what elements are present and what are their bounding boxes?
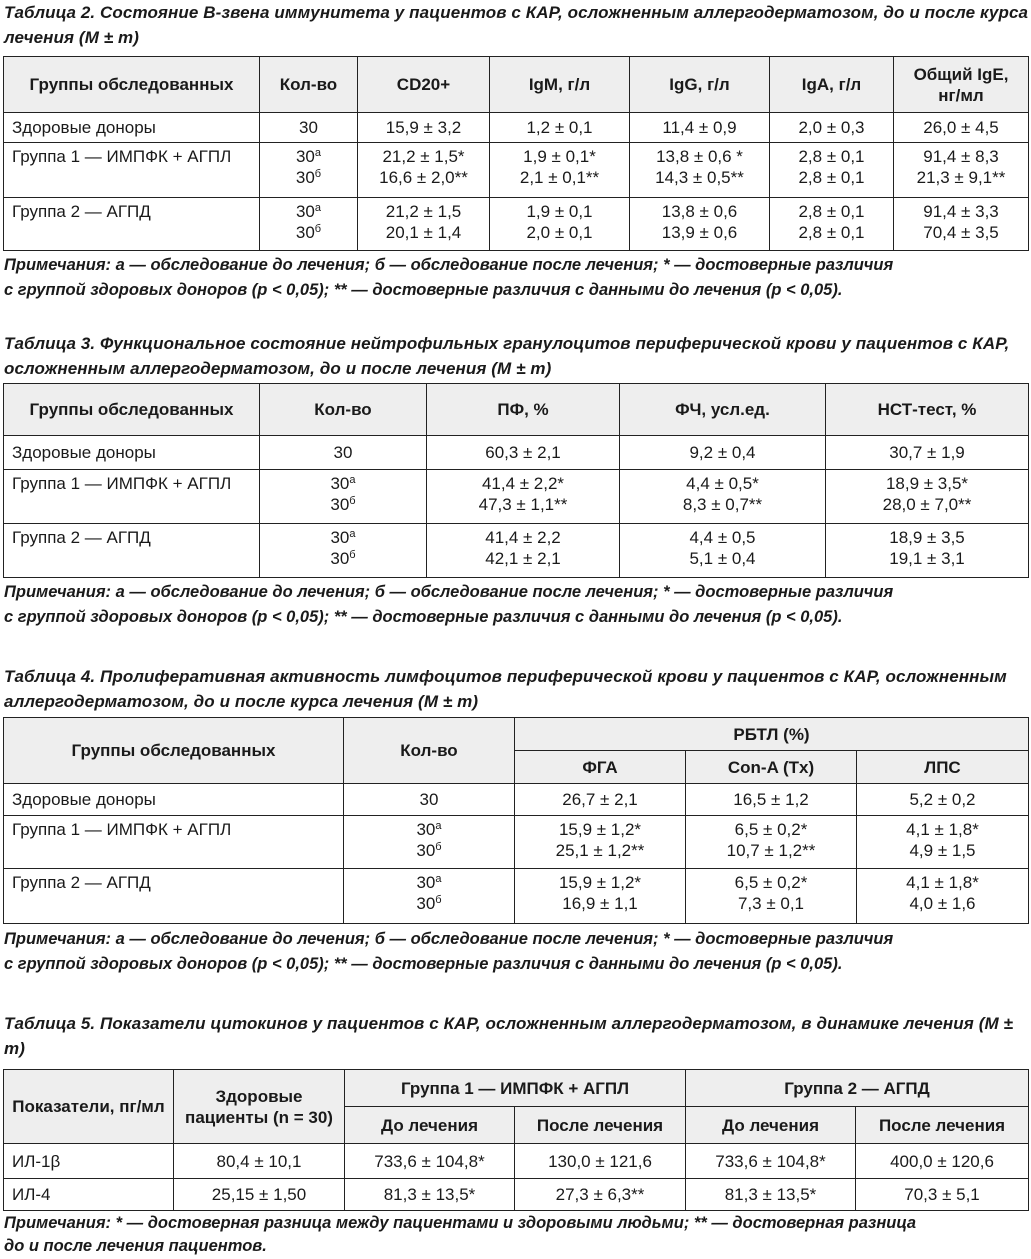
value-cell: 26,7 ± 2,1 [515,784,686,816]
value-cell: 18,9 ± 3,5* 28,0 ± 7,0** [826,470,1029,524]
value-cell: 30,7 ± 1,9 [826,436,1029,470]
table4-header-group: Группы обследованных [4,718,344,784]
value-cell: 26,0 ± 4,5 [894,113,1029,143]
value-cell: 13,8 ± 0,6 * 14,3 ± 0,5** [630,143,770,198]
table5-note-line1: Примечания: * — достоверная разница между пациентами и здоровыми людьми; ** — достоверная разница [4,1214,917,1232]
table2-caption: Таблица 2. Состояние B-звена иммунитета у пациентов с КАР, осложненным аллергодерматозом, до и после курса лечения (M ± m) [4,3,1029,47]
table3 [3,383,1029,578]
value-cell: 4,1 ± 1,8* 4,9 ± 1,5 [857,816,1029,869]
group-name: Группа 1 — ИМПФК + АГПЛ [4,816,344,869]
value-cell: 27,3 ± 6,3** [515,1179,686,1211]
table4-header-rbtl: РБТЛ (%) [515,718,1029,751]
table4-header-cona: Con-A (Tx) [686,751,857,784]
value-cell: 2,0 ± 0,3 [770,113,894,143]
table2 [3,56,1029,251]
table2-header-count: Кол-во [260,57,358,113]
value-cell: 15,9 ± 3,2 [358,113,490,143]
count-cell: $30^а$ $30^б$ [344,816,515,869]
table2-note-line2: с группой здоровых доноров (p < 0,05); ** — достоверные различия с данными до лечения (p < 0,05). [4,281,843,299]
count-cell: $30^а$ $30^б$ [344,869,515,924]
table3-note-line2: с группой здоровых доноров (p < 0,05); ** — достоверные различия с данными до лечения (p < 0,05). [4,608,843,626]
indicator-name: ИЛ-4 [4,1179,174,1211]
value-cell: 4,4 ± 0,5 5,1 ± 0,4 [620,524,826,578]
table2-header-ige: Общий IgE, нг/мл [894,57,1029,113]
table3-note-line1: Примечания: а — обследование до лечения; б — обследование после лечения; * — достоверные различия [4,583,894,601]
value-cell: 80,4 ± 10,1 [174,1144,345,1179]
value-cell: 41,4 ± 2,2 42,1 ± 2,1 [427,524,620,578]
table-row [4,784,1029,816]
value-cell: 6,5 ± 0,2* 10,7 ± 1,2** [686,816,857,869]
value-cell: 733,6 ± 104,8* [686,1144,856,1179]
table5-header-g1-before: До лечения [345,1107,515,1144]
group-name: Здоровые доноры [4,436,260,470]
value-cell: 5,2 ± 0,2 [857,784,1029,816]
value-cell: 13,8 ± 0,6 13,9 ± 0,6 [630,198,770,251]
indicator-name: ИЛ-1β [4,1144,174,1179]
group-name: Здоровые доноры [4,113,260,143]
table-row [4,113,1029,143]
value-cell: 1,9 ± 0,1* 2,1 ± 0,1** [490,143,630,198]
value-cell: 1,9 ± 0,1 2,0 ± 0,1 [490,198,630,251]
table5-header-g2-before: До лечения [686,1107,856,1144]
value-cell: 6,5 ± 0,2* 7,3 ± 0,1 [686,869,857,924]
group-name: Группа 2 — АГПД [4,524,260,578]
table2-header-igm: IgM, г/л [490,57,630,113]
value-cell: 91,4 ± 3,3 70,4 ± 3,5 [894,198,1029,251]
table4-note-line1: Примечания: а — обследование до лечения; б — обследование после лечения; * — достоверные различия [4,930,894,948]
count-cell: 30 [344,784,515,816]
group-name: Группа 1 — ИМПФК + АГПЛ [4,470,260,524]
table5 [3,1069,1029,1211]
table-row [4,524,1029,578]
value-cell: 81,3 ± 13,5* [686,1179,856,1211]
table5-caption: Таблица 5. Показатели цитокинов у пациентов с КАР, осложненным аллергодерматозом, в динамике лечения (M ± m) [4,1014,1013,1058]
count-cell: $30^а$ $30^б$ [260,198,358,251]
table2-header-igg: IgG, г/л [630,57,770,113]
value-cell: 1,2 ± 0,1 [490,113,630,143]
value-cell: 70,3 ± 5,1 [856,1179,1029,1211]
value-cell: 2,8 ± 0,1 2,8 ± 0,1 [770,143,894,198]
value-cell: 9,2 ± 0,4 [620,436,826,470]
table5-note-line2: до и после лечения пациентов. [4,1237,267,1255]
value-cell: 41,4 ± 2,2* 47,3 ± 1,1** [427,470,620,524]
group-name: Группа 2 — АГПД [4,869,344,924]
table2-note-line1: Примечания: а — обследование до лечения; б — обследование после лечения; * — достоверные различия [4,256,894,274]
value-cell: 2,8 ± 0,1 2,8 ± 0,1 [770,198,894,251]
table5-header-g2-after: После лечения [856,1107,1029,1144]
group-name: Здоровые доноры [4,784,344,816]
value-cell: 4,1 ± 1,8* 4,0 ± 1,6 [857,869,1029,924]
table3-header-fch: ФЧ, усл.ед. [620,384,826,436]
value-cell: 16,5 ± 1,2 [686,784,857,816]
table4-caption: Таблица 4. Пролиферативная активность лимфоцитов периферической крови у пациентов с КАР, осложненным аллергодерматозом, до и после курса лечения (M ± m) [4,667,1007,711]
table-row [4,1144,1029,1179]
table-row [4,436,1029,470]
value-cell: 91,4 ± 8,3 21,3 ± 9,1** [894,143,1029,198]
value-cell: 21,2 ± 1,5 20,1 ± 1,4 [358,198,490,251]
table3-header-pf: ПФ, % [427,384,620,436]
table-row [4,869,1029,924]
table4-header-lps: ЛПС [857,751,1029,784]
table5-header-group1: Группа 1 — ИМПФК + АГПЛ [345,1070,686,1107]
table-row [4,198,1029,251]
value-cell: 400,0 ± 120,6 [856,1144,1029,1179]
value-cell: 733,6 ± 104,8* [345,1144,515,1179]
count-cell: 30 [260,113,358,143]
table4-header-fga: ФГА [515,751,686,784]
table4-note-line2: с группой здоровых доноров (p < 0,05); ** — достоверные различия с данными до лечения (p < 0,05). [4,955,843,973]
group-name: Группа 2 — АГПД [4,198,260,251]
count-cell: $30^а$ $30^б$ [260,143,358,198]
value-cell: 81,3 ± 13,5* [345,1179,515,1211]
table4 [3,717,1029,924]
table2-header-iga: IgA, г/л [770,57,894,113]
table2-header-cd20: CD20+ [358,57,490,113]
table2-header-group: Группы обследованных [4,57,260,113]
value-cell: 15,9 ± 1,2* 16,9 ± 1,1 [515,869,686,924]
table3-header-nst: НСТ-тест, % [826,384,1029,436]
group-name: Группа 1 — ИМПФК + АГПЛ [4,143,260,198]
table3-header-count: Кол-во [260,384,427,436]
count-cell: $30^а$ $30^б$ [260,470,427,524]
value-cell: 18,9 ± 3,5 19,1 ± 3,1 [826,524,1029,578]
table-row [4,1179,1029,1211]
table3-header-group: Группы обследованных [4,384,260,436]
table5-header-healthy: Здоровые пациенты (n = 30) [174,1070,345,1144]
value-cell: 11,4 ± 0,9 [630,113,770,143]
table5-header-g1-after: После лечения [515,1107,686,1144]
table5-header-group2: Группа 2 — АГПД [686,1070,1029,1107]
value-cell: 60,3 ± 2,1 [427,436,620,470]
value-cell: 4,4 ± 0,5* 8,3 ± 0,7** [620,470,826,524]
value-cell: 15,9 ± 1,2* 25,1 ± 1,2** [515,816,686,869]
table-row [4,470,1029,524]
table-row [4,816,1029,869]
value-cell: 25,15 ± 1,50 [174,1179,345,1211]
table4-header-count: Кол-во [344,718,515,784]
value-cell: 130,0 ± 121,6 [515,1144,686,1179]
table-row [4,143,1029,198]
table5-header-indicator: Показатели, пг/мл [4,1070,174,1144]
value-cell: 21,2 ± 1,5* 16,6 ± 2,0** [358,143,490,198]
count-cell: 30 [260,436,427,470]
table3-caption: Таблица 3. Функциональное состояние нейтрофильных гранулоцитов периферической крови у пациентов с КАР, осложненным аллергодерматозом, до и после лечения (M ± m) [4,334,1010,378]
count-cell: $30^а$ $30^б$ [260,524,427,578]
